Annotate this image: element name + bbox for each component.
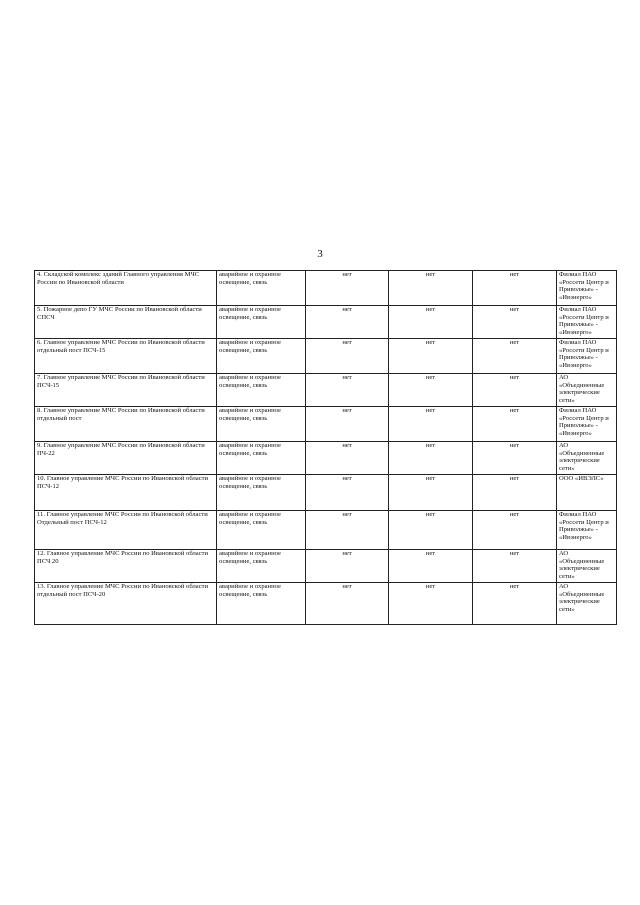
supplier-cell: АО «Объединенные электрические сети» bbox=[557, 374, 617, 407]
value-cell: нет bbox=[389, 306, 473, 339]
value-cell: нет bbox=[473, 475, 557, 511]
table-row bbox=[35, 442, 617, 475]
value-cell: нет bbox=[306, 442, 389, 475]
supplier-cell: АО «Объединенные электрические сети» bbox=[557, 550, 617, 583]
purpose-cell: аварийное и охранное освещение, связь bbox=[217, 583, 306, 625]
value-cell: нет bbox=[473, 407, 557, 442]
value-cell: нет bbox=[306, 271, 389, 306]
object-cell: 11. Главное управление МЧС России по Ивановской области Отдельный пост ПСЧ-12 bbox=[35, 511, 217, 550]
object-cell: 8. Главное управление МЧС России по Ивановской области отдельный пост bbox=[35, 407, 217, 442]
purpose-cell: аварийное и охранное освещение, связь bbox=[217, 271, 306, 306]
supplier-cell: Филиал ПАО «Россети Центр и Приволжье» - «Ивэнерго» bbox=[557, 339, 617, 374]
supplier-cell: АО «Объединенные электрические сети» bbox=[557, 583, 617, 625]
supplier-cell: Филиал ПАО «Россети Центр и Приволжье» - «Ивэнерго» bbox=[557, 306, 617, 339]
table-row bbox=[35, 583, 617, 625]
value-cell: нет bbox=[473, 306, 557, 339]
value-cell: нет bbox=[473, 583, 557, 625]
value-cell: нет bbox=[306, 306, 389, 339]
supplier-cell: ООО «ИВЭЛС» bbox=[557, 475, 617, 511]
table-row bbox=[35, 475, 617, 511]
value-cell: нет bbox=[473, 271, 557, 306]
table-row bbox=[35, 339, 617, 374]
value-cell: нет bbox=[306, 475, 389, 511]
objects-table bbox=[34, 270, 617, 625]
purpose-cell: аварийное и охранное освещение, связь bbox=[217, 306, 306, 339]
value-cell: нет bbox=[473, 442, 557, 475]
purpose-cell: аварийное и охранное освещение, связь bbox=[217, 511, 306, 550]
supplier-cell: Филиал ПАО «Россети Центр и Приволжье» - «Ивэнерго» bbox=[557, 511, 617, 550]
table-row bbox=[35, 550, 617, 583]
value-cell: нет bbox=[306, 583, 389, 625]
value-cell: нет bbox=[389, 442, 473, 475]
object-cell: 13. Главное управление МЧС России по Ивановской области отдельный пост ПСЧ-20 bbox=[35, 583, 217, 625]
value-cell: нет bbox=[306, 374, 389, 407]
purpose-cell: аварийное и охранное освещение, связь bbox=[217, 374, 306, 407]
object-cell: 10. Главное управление МЧС России по Ивановской области ПСЧ-12 bbox=[35, 475, 217, 511]
value-cell: нет bbox=[306, 511, 389, 550]
value-cell: нет bbox=[306, 550, 389, 583]
object-cell: 9. Главное управление МЧС России по Ивановской области ПЧ-22 bbox=[35, 442, 217, 475]
value-cell: нет bbox=[473, 374, 557, 407]
supplier-cell: Филиал ПАО «Россети Центр и Приволжье» - «Ивэнерго» bbox=[557, 407, 617, 442]
object-cell: 5. Пожарное депо ГУ МЧС России по Ивановской области СПСЧ bbox=[35, 306, 217, 339]
object-cell: 7. Главное управление МЧС России по Ивановской области ПСЧ-15 bbox=[35, 374, 217, 407]
table-row bbox=[35, 271, 617, 306]
purpose-cell: аварийное и охранное освещение, связь bbox=[217, 339, 306, 374]
object-cell: 12. Главное управление МЧС России по Ивановской области ПСЧ 20 bbox=[35, 550, 217, 583]
value-cell: нет bbox=[389, 407, 473, 442]
value-cell: нет bbox=[389, 511, 473, 550]
table-row bbox=[35, 374, 617, 407]
value-cell: нет bbox=[389, 271, 473, 306]
value-cell: нет bbox=[306, 339, 389, 374]
value-cell: нет bbox=[473, 550, 557, 583]
object-cell: 6. Главное управление МЧС России по Ивановской области отдельный пост ПСЧ-15 bbox=[35, 339, 217, 374]
table-row bbox=[35, 511, 617, 550]
purpose-cell: аварийное и охранное освещение, связь bbox=[217, 442, 306, 475]
value-cell: нет bbox=[306, 407, 389, 442]
value-cell: нет bbox=[389, 374, 473, 407]
value-cell: нет bbox=[473, 339, 557, 374]
table-row bbox=[35, 306, 617, 339]
page-number: 3 bbox=[317, 248, 323, 260]
value-cell: нет bbox=[389, 550, 473, 583]
purpose-cell: аварийное и охранное освещение, связь bbox=[217, 407, 306, 442]
table-row bbox=[35, 407, 617, 442]
value-cell: нет bbox=[389, 475, 473, 511]
value-cell: нет bbox=[473, 511, 557, 550]
supplier-cell: АО «Объединенные электрические сети» bbox=[557, 442, 617, 475]
value-cell: нет bbox=[389, 583, 473, 625]
supplier-cell: Филиал ПАО «Россети Центр и Приволжье» - «Ивэнерго» bbox=[557, 271, 617, 306]
object-cell: 4. Складской комплекс зданий Главного управления МЧС России по Ивановской области bbox=[35, 271, 217, 306]
purpose-cell: аварийное и охранное освещение, связь bbox=[217, 550, 306, 583]
value-cell: нет bbox=[389, 339, 473, 374]
purpose-cell: аварийное и охранное освещение, связь bbox=[217, 475, 306, 511]
